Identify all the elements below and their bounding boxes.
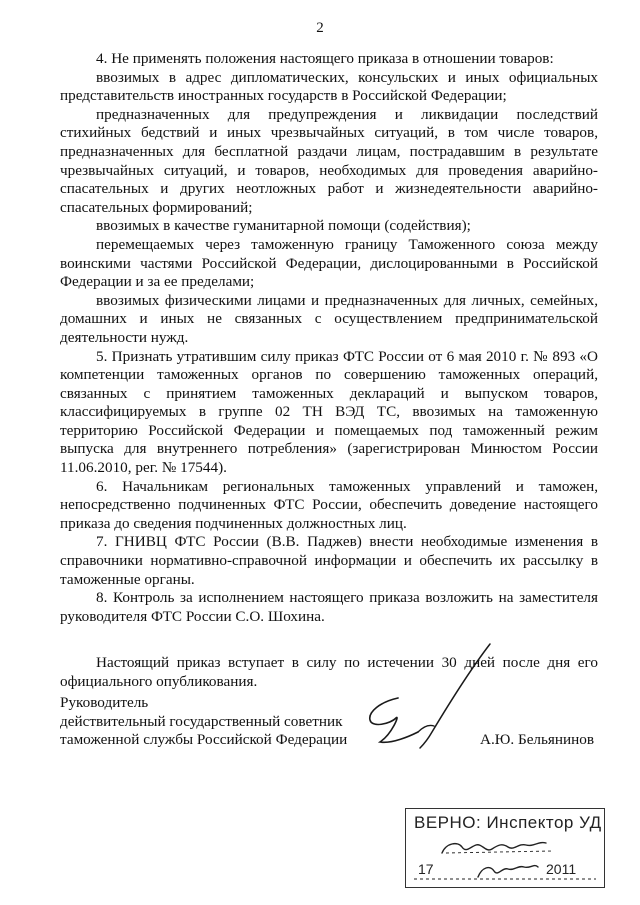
signatory-title (60, 694, 347, 750)
effective-date-clause: Настоящий приказ вступает в силу по истечении 30 дней после дня его официального опубликования. (60, 654, 598, 690)
paragraph-4-item-emergency: предназначенных для предупреждения и ликвидации последствий стихийных бедствий и иных чрезвычайных ситуаций, в том числе товаров, предназначенных для бесплатной раздачи лицам, пострадавшим в результате чрезвычайных ситуаций, и товаров, необходимых для проведения аварийно-спасательных и других неотложных работ и жизнедеятельности аварийно-спасательных формирований; (60, 105, 598, 216)
paragraph-4-item-diplomatic: ввозимых в адрес дипломатических, консульских и иных официальных представительств иностранных государств в Российской Федерации; (60, 68, 598, 105)
signatory-title-line-3: таможенной службы Российской Федерации (60, 731, 348, 749)
certification-stamp (405, 808, 605, 888)
paragraph-5: 5. Признать утратившим силу приказ ФТС России от 6 мая 2010 г. № 893 «О компетенции таможенных органов по совершению таможенных операций, связанных с принятием таможенных деклараций и выпуском товаров, классифицируемых в группе 02 ТН ВЭД ТС, ввозимых на таможенную территорию Российской Федерации и помещаемых под таможенный режим выпуска для внутреннего потребления» (зарегистрирован Минюстом России 11.06.2010, рег. № 17544). (60, 347, 598, 477)
page-number: 2 (316, 20, 324, 36)
paragraph-4-item-military: перемещаемых через таможенную границу Таможенного союза между воинскими частями Российской Федерации, дислоцированными в Российской Федерации и за ее пределами; (60, 235, 598, 291)
paragraph-4-item-humanitarian: ввозимых в качестве гуманитарной помощи (содействия); (96, 217, 471, 235)
paragraph-7: 7. ГНИВЦ ФТС России (В.В. Паджев) внести необходимые изменения в справочники нормативно-справочной информации и обеспечить их рассылку в таможенные органы. (60, 533, 598, 588)
signatory-title-line-2: действительный государственный советник (60, 712, 343, 730)
stamp-header: ВЕРНО: Инспектор УД (414, 813, 602, 832)
paragraph-6: 6. Начальникам региональных таможенных управлений и таможен, непосредственно подчиненных ФТС России, обеспечить доведение настоящего приказа до сведения подчиненных должностных лиц. (60, 477, 598, 532)
signatory-name: А.Ю. Бельянинов (480, 731, 595, 748)
stamp-date-day: 17 (418, 861, 434, 877)
paragraph-4-item-personal: ввозимых физическими лицами и предназначенных для личных, семейных, домашних и иных не связанных с осуществлением предпринимательской деятельности нужд. (60, 291, 598, 346)
stamp-date-year: 2011 (546, 861, 577, 877)
handwritten-signature (350, 640, 500, 760)
paragraph-4-intro: 4. Не применять положения настоящего приказа в отношении товаров: (96, 50, 554, 67)
document-body (60, 50, 598, 692)
paragraph-8: 8. Контроль за исполнением настоящего приказа возложить на заместителя руководителя ФТС России С.О. Шохина. (60, 589, 598, 625)
signatory-title-line-1: Руководитель (60, 694, 149, 711)
